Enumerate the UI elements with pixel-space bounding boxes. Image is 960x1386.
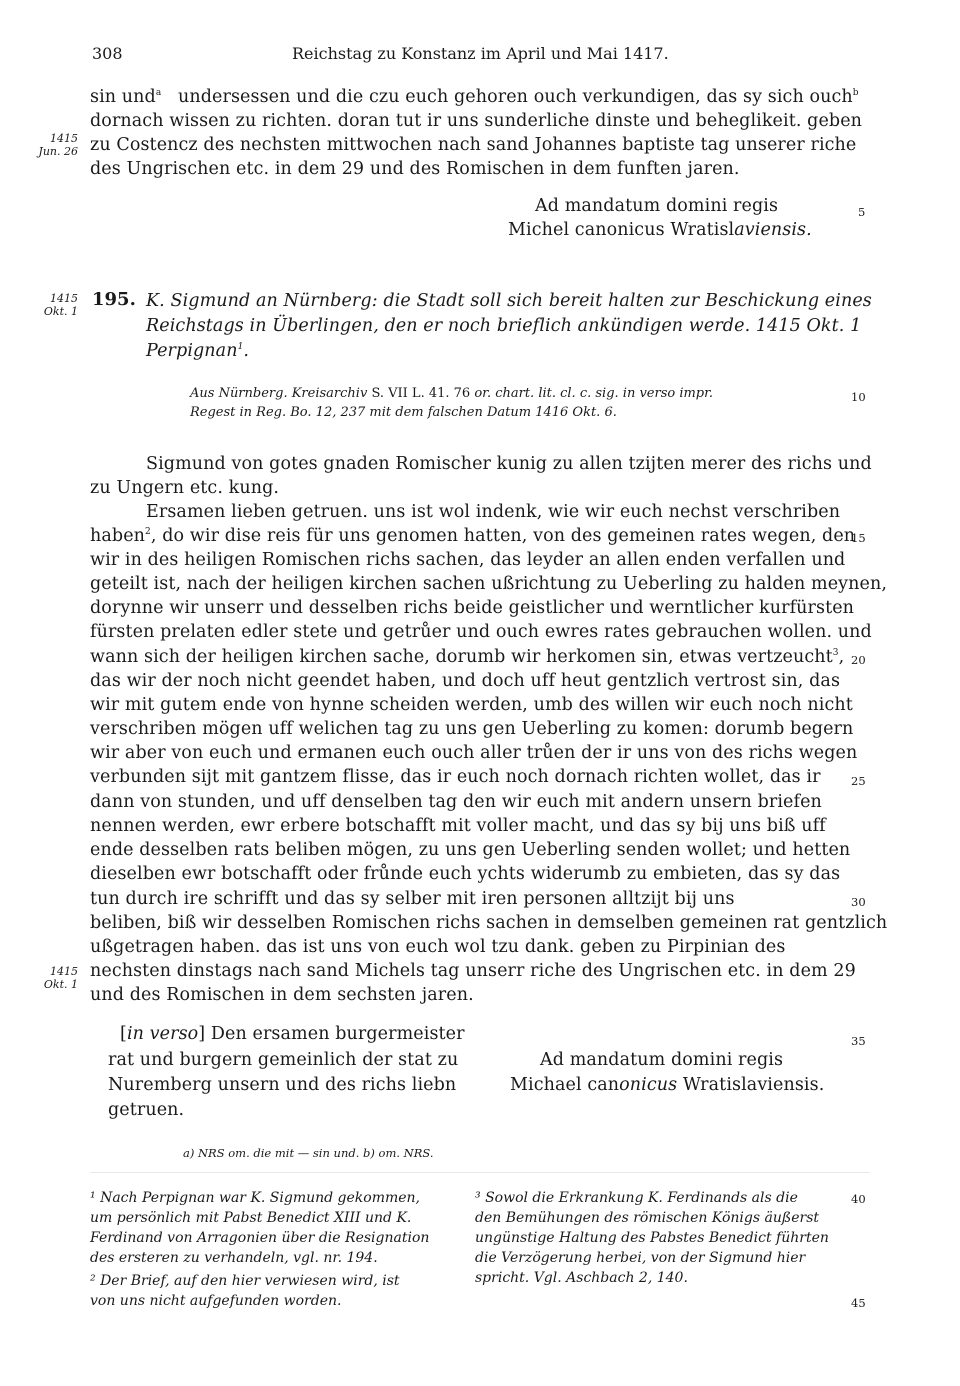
fn3-marker: 3 xyxy=(832,648,839,659)
doc-margin-date xyxy=(36,292,78,318)
top-margin-day: Jun. 26 xyxy=(38,145,78,158)
footnote-right-4: die Verzögerung herbei, von der Sigmund hier xyxy=(475,1250,806,1266)
body-line-19: tun durch ire schrifft und das sy selber mit iren personen alltzijt bij uns xyxy=(90,889,735,909)
heading-line-3-text: Perpignan xyxy=(146,341,238,361)
footnote-right-2: den Bemühungen des römischen Königs äußerst xyxy=(475,1210,819,1226)
body-line-4b: , do wir dise reis für uns genomen hatten, von des gemeinen rates wegen, den xyxy=(150,526,856,546)
line-number-15: 15 xyxy=(851,531,866,545)
address-line-1-text: Den ersamen burgermeister xyxy=(210,1024,465,1044)
top-line-2: dornach wissen zu richten. doran tut ir uns sunderliche dinste und beheglikeit. geben xyxy=(90,111,863,131)
body-line-5: wir in des heiligen Romischen richs sachen, das leyder an allen enden verfallen und xyxy=(90,550,846,570)
address-line-4: getruen. xyxy=(108,1100,185,1120)
top-signature-1: Ad mandatum domini regis xyxy=(535,196,779,216)
line-number-5: 5 xyxy=(858,205,866,219)
source-line-1 xyxy=(190,386,713,401)
source-line-1b: S. VII L. 41. 76 xyxy=(371,386,471,401)
body-line-11: wir mit gutem ende von hynne scheiden werden, umb des willen wir euch noch nicht xyxy=(90,695,853,715)
body-margin-date xyxy=(36,965,78,991)
top-signature-2 xyxy=(508,220,812,240)
top-line-1 xyxy=(90,87,161,107)
body-line-6: geteilt ist, nach der heiligen kirchen sachen ußrichtung zu Ueberling zu halden meynen, xyxy=(90,574,888,594)
body-line-18: dieselben ewr botschafft oder frůnde euch ychts widerumb zu embieten, das sy das xyxy=(90,864,841,884)
top-margin-year: 1415 xyxy=(50,132,78,145)
body-margin-year: 1415 xyxy=(50,965,78,978)
footnote-left-2: um persönlich mit Pabst Benedict XIII und K. xyxy=(90,1210,412,1226)
body-line-21: ußgetragen haben. das ist uns von euch wol tzu dank. geben zu Pirpinian des xyxy=(90,937,786,957)
top-line-1b xyxy=(178,87,859,107)
heading-fn-marker: 1 xyxy=(237,342,244,353)
doc-margin-day: Okt. 1 xyxy=(43,305,78,318)
note-b-marker: b xyxy=(852,88,859,99)
closing-line-1: Ad mandatum domini regis xyxy=(540,1050,784,1070)
footnote-left-3: Ferdinand von Arragonien über die Resignation xyxy=(90,1230,430,1246)
address-line-2: rat und burgern gemeinlich der stat zu xyxy=(108,1050,459,1070)
top-line-3: zu Costencz des nechsten mittwochen nach sand Johannes baptiste tag unserer riche xyxy=(90,135,857,155)
doc-margin-year: 1415 xyxy=(50,292,78,305)
line-number-45: 45 xyxy=(851,1296,866,1310)
source-line-1c: or. chart. lit. cl. c. sig. in verso impr. xyxy=(474,386,714,401)
line-number-30: 30 xyxy=(851,895,866,909)
body-margin-day: Okt. 1 xyxy=(43,978,78,991)
running-title: Reichstag zu Konstanz im April und Mai 1417. xyxy=(292,44,669,63)
body-line-10: das wir der noch nicht geendet haben, und doch uff heut gentzlich vertrost sin, das xyxy=(90,671,841,691)
line-number-40: 40 xyxy=(851,1192,866,1206)
heading-line-2: Reichstags in Überlingen, den er noch brieflich ankündigen werde. 1415 Okt. 1 xyxy=(146,316,862,336)
footnote-right-1: ³ Sowol die Erkrankung K. Ferdinands als die xyxy=(475,1190,798,1206)
line-number-20: 20 xyxy=(851,653,866,667)
footnote-right-3: ungünstige Haltung des Pabstes Benedict führten xyxy=(475,1230,829,1246)
body-line-23: und des Romischen in dem sechsten jaren. xyxy=(90,985,474,1005)
body-line-14: verbunden sijt mit gantzem flisse, das ir euch noch dornach richten wollet, das ir xyxy=(90,767,821,787)
closing-line-2 xyxy=(510,1075,824,1095)
source-line-2: Regest in Reg. Bo. 12, 237 mit dem falschen Datum 1416 Okt. 6. xyxy=(190,405,617,420)
footnote-left-4: des ersteren zu verhandeln, vgl. nr. 194. xyxy=(90,1250,378,1266)
note-a-marker: a xyxy=(155,88,162,99)
top-margin-date xyxy=(36,132,78,158)
body-line-9a: wann sich der heiligen kirchen sache, dorumb wir herkomen sin, etwas vertzeucht xyxy=(90,647,833,667)
body-line-2: zu Ungern etc. kung. xyxy=(90,478,280,498)
body-line-9 xyxy=(90,647,844,667)
heading-end: . xyxy=(243,341,250,361)
body-line-15: dann von stunden, und uff denselben tag den wir euch mit andern unsern briefen xyxy=(90,792,822,812)
body-line-20: beliben, biß wir desselben Romischen richs sachen in demselben gemeinen rat gentzlich xyxy=(90,913,888,933)
body-line-12: verschriben mögen uff welichen tag zu uns gen Ueberling zu komen: dorumb begern xyxy=(90,719,854,739)
body-line-7: dorynne wir unserr und desselben richs beide geistlicher und werntlicher kurfürsten xyxy=(90,598,855,618)
address-line-3: Nuremberg unsern und des richs liebn xyxy=(108,1075,457,1095)
closing-line-2a: Michael can xyxy=(510,1075,620,1095)
in-verso-label: in verso xyxy=(126,1024,199,1044)
top-signature-2a: Michel canonicus Wratisl xyxy=(508,220,735,240)
body-line-17: ende desselben rats beliben mögen, zu uns gen Ueberling senden wollet; und hetten xyxy=(90,840,851,860)
footnote-left-5: ² Der Brief, auf den hier verwiesen wird, ist xyxy=(90,1273,400,1289)
body-line-1: Sigmund von gotes gnaden Romischer kunig zu allen tzijten merer des richs und xyxy=(146,454,872,474)
body-line-13: wir aber von euch und ermanen euch ouch aller trůen der ir uns von des richs wegen xyxy=(90,743,858,763)
line-number-35: 35 xyxy=(851,1034,866,1048)
heading-line-3 xyxy=(146,341,249,361)
top-line-1b-text: undersessen und die czu euch gehoren ouch verkundigen, das sy sich ouch xyxy=(178,87,853,107)
footnote-left-1: ¹ Nach Perpignan war K. Sigmund gekommen, xyxy=(90,1190,421,1206)
fn2-marker: 2 xyxy=(145,527,151,538)
body-line-8: fürsten prelaten edler stete und getrůer und ouch ewres rates gebrauchen wollen. und xyxy=(90,622,872,642)
top-signature-2b: aviensis. xyxy=(734,220,812,240)
line-number-10: 10 xyxy=(851,390,866,404)
address-line-1: [in verso] Den ersamen burgermeister xyxy=(120,1024,465,1044)
body-line-4 xyxy=(90,526,855,546)
heading-line-1: K. Sigmund an Nürnberg: die Stadt soll sich bereit halten zur Beschickung eines xyxy=(146,291,872,311)
closing-line-2c: Wratislaviensis. xyxy=(677,1075,825,1095)
body-line-3: Ersamen lieben getruen. uns ist wol indenk, wie wir euch nechst verschriben xyxy=(146,502,841,522)
source-line-1a: Aus Nürnberg. Kreisarchiv xyxy=(190,386,368,401)
variants-note: a) NRS om. die mit — sin und. b) om. NRS. xyxy=(183,1146,434,1160)
body-line-4a: haben xyxy=(90,526,146,546)
document-number: 195. xyxy=(92,289,136,310)
closing-line-2b: onicus xyxy=(619,1075,678,1095)
footnote-separator xyxy=(90,1172,870,1173)
page-number: 308 xyxy=(92,44,123,63)
top-line-1-text: sin und xyxy=(90,87,156,107)
body-line-9b: , xyxy=(838,647,845,667)
body-line-22: nechsten dinstags nach sand Michels tag unserr riche des Ungrischen etc. in dem 29 xyxy=(90,961,856,981)
body-line-16: nennen werden, ewr erbere botschafft mit voller macht, und das sy bij uns biß uff xyxy=(90,816,826,836)
footnote-left-6: von uns nicht aufgefunden worden. xyxy=(90,1293,342,1309)
line-number-25: 25 xyxy=(851,774,866,788)
footnote-right-5: spricht. Vgl. Aschbach 2, 140. xyxy=(475,1270,688,1286)
top-line-4: des Ungrischen etc. in dem 29 und des Romischen in dem funften jaren. xyxy=(90,159,740,179)
